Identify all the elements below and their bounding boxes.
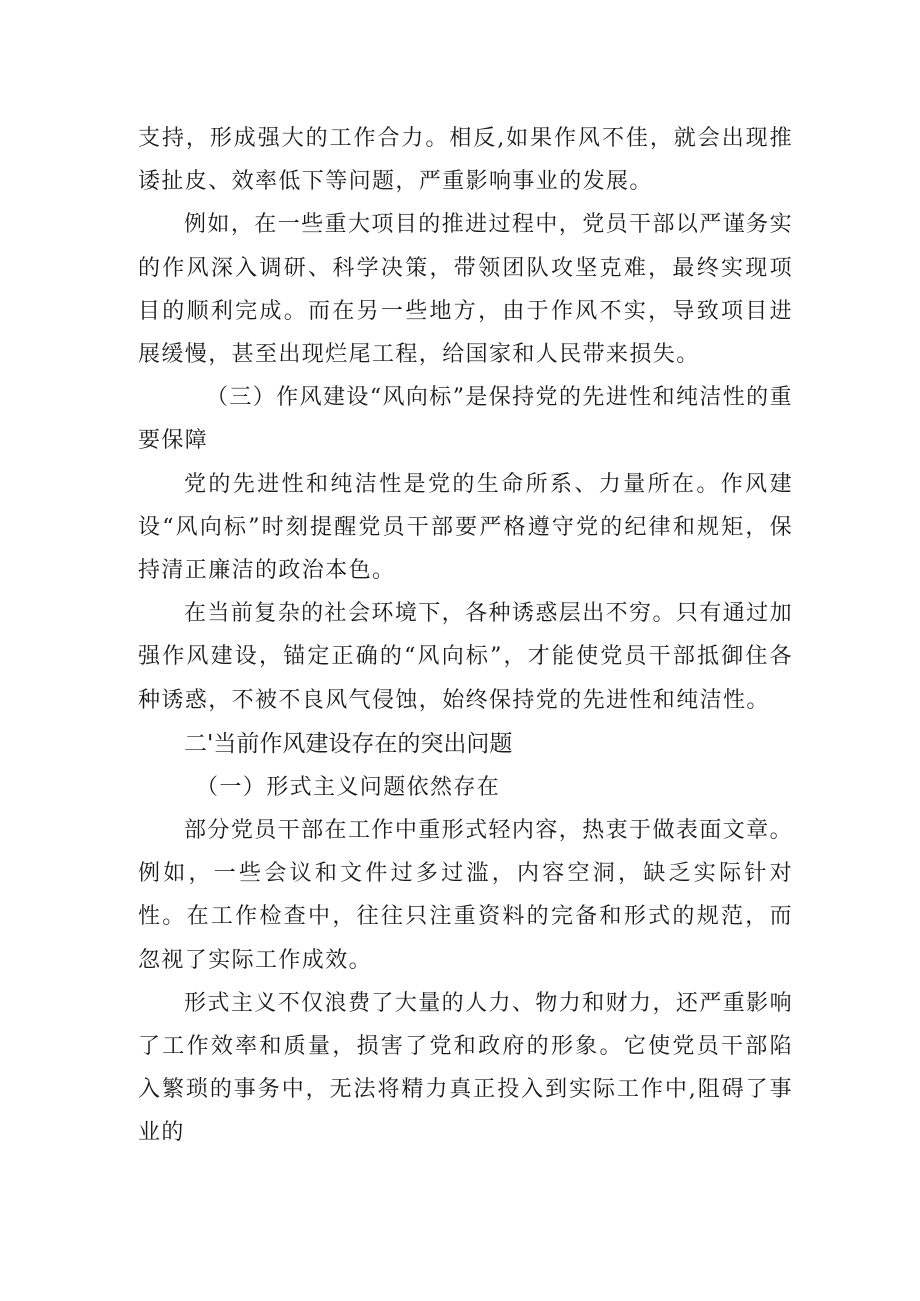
chapter-heading-2: 二'当前作风建设存在的突出问题: [184, 730, 513, 757]
paragraph-example: 例如，在一些重大项目的推进过程中，党员干部以严谨务实的作风深入调研、科学决策，带领团队攻坚克难，最终实现项目的顺利完成。而在另一些地方，由于作风不实，导致项目进展缓慢，甚至出现烂尾工程，给国家和人民带来损失。: [138, 212, 793, 368]
paragraph-temptation: 在当前复杂的社会环境下，各种诱惑层出不穷。只有通过加强作风建设，锚定正确的“风向标”，才能使党员干部抵御住各种诱惑，不被不良风气侵蚀，始终保持党的先进性和纯洁性。: [138, 601, 793, 713]
paragraph-formalism: 部分党员干部在工作中重形式轻内容，热衷于做表面文章。例如，一些会议和文件过多过滥，内容空洞，缺乏实际针对性。在工作检查中，往往只注重资料的完备和形式的规范，而忽视了实际工作成效。: [138, 818, 793, 973]
section-heading-1: （一）形式主义问题依然存在: [196, 774, 501, 800]
document-body: [138, 117, 793, 1155]
paragraph-purity: 党的先进性和纯洁性是党的生命所系、力量所在。作风建设“风向标”时刻提醒党员干部要严格遵守党的纪律和规矩，保持清正廉洁的政治本色。: [138, 471, 793, 584]
paragraph-continued: 支持，形成强大的工作合力。相反,如果作风不佳，就会出现推诿扯皮、效率低下等问题，严重影响事业的发展。: [138, 126, 793, 195]
section-heading-3: （三）作风建设“风向标”是保持党的先进性和纯洁性的重要保障: [138, 385, 793, 454]
paragraph-formalism-impact: 形式主义不仅浪费了大量的人力、物力和财力，还严重影响了工作效率和质量，损害了党和政府的形象。它使党员干部陷入繁琐的事务中，无法将精力真正投入到实际工作中,阻碍了事业的: [138, 990, 793, 1146]
